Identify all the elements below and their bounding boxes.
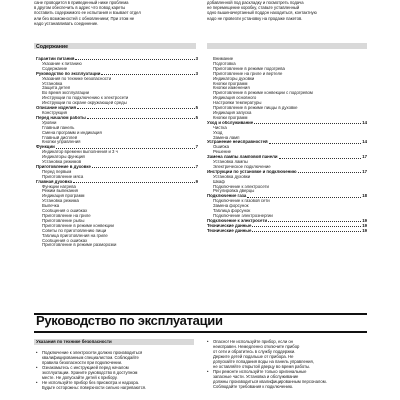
toc-entry-title: Руководство по эксплуатации xyxy=(36,71,101,76)
toc-entry-title: Подготовка xyxy=(213,61,236,66)
toc-right-column xyxy=(207,57,367,234)
section-bar-right xyxy=(207,43,367,49)
toc-entry-title: Сообщения о ошибках xyxy=(42,209,88,214)
text-line: сане проводится в приведенный ниже проблема xyxy=(34,0,129,5)
toc-entry-title: Уход и обслуживание xyxy=(207,120,254,125)
toc-entry-title: Чистка xyxy=(213,125,227,130)
toc-page-number: 14 xyxy=(362,120,367,125)
text-line: надо не провезти установку на продаже пакетов. xyxy=(207,15,303,21)
toc-entry-title: Функции нагрева xyxy=(42,184,76,189)
toc-entry-title: Защита детей xyxy=(42,86,70,91)
toc-page-number: 9 xyxy=(195,179,198,184)
toc-page-number: 17 xyxy=(362,155,367,160)
section-title: Содержание xyxy=(36,44,68,50)
toc-entry-title: Указания по технике безопасности xyxy=(42,76,112,81)
toc-entry-title: Индикаторы духовки xyxy=(213,76,255,81)
toc-entry-title: Электрическое подключение xyxy=(213,164,271,169)
toc-leader xyxy=(298,170,362,173)
toc-page-number: 5 xyxy=(195,106,198,111)
bullet-item: • При ремонте используйте только оригинальные xyxy=(207,369,367,374)
toc-chapter[interactable] xyxy=(207,229,367,234)
toc-leader xyxy=(268,219,361,222)
text-line: месте. Не допускайте детей к прибору. xyxy=(42,375,118,380)
text-line: поставить содержимого ее испытания и взывает отдел xyxy=(34,10,141,16)
toc-entry-title: Подключение к электросети xyxy=(213,184,269,189)
toc-entry-title: Инструкции по подключению к электросети xyxy=(42,96,129,101)
toc-entry-title: Функции xyxy=(36,145,55,150)
toc-entry-title: Кнопки программ xyxy=(213,115,248,120)
toc-entry-title: Замена ламп xyxy=(213,135,240,140)
toc-entry-title: Приготовление на гриле xyxy=(42,214,91,218)
safety-section-heading: Указания по технике безопасности xyxy=(36,339,112,344)
top-right-text xyxy=(207,0,367,21)
text-line: от сети и обратитесь в службу поддержки. xyxy=(213,349,296,354)
toc-entry-title: Перед началом работы xyxy=(36,115,86,120)
toc-entry-title: Замена форсунок xyxy=(213,204,249,209)
toc-entry-title: Настройки температуры xyxy=(213,101,262,106)
toc-page-number: 14 xyxy=(362,140,367,145)
toc-page-number: 3 xyxy=(195,57,198,61)
toc-entry-title: Установка режима xyxy=(42,199,79,204)
safety-text-right xyxy=(207,339,367,389)
toc-entry-title: Решение xyxy=(213,150,232,155)
toc-entry-title: Шкаф xyxy=(213,179,225,184)
toc-page-number: 17 xyxy=(362,169,367,174)
toc-entry-title: Таблица приготовления на гриле xyxy=(42,233,108,238)
text-line: или без возможностей с обновлением; При этом не xyxy=(34,15,135,21)
toc-entry-title: Подключение газа xyxy=(207,194,247,199)
toc-entry-title: Индикация программ xyxy=(42,194,85,199)
toc-entry-title: Индикаторы функций xyxy=(42,155,85,160)
text-line: одно вышеначертанный поддон находиться, контактную xyxy=(207,10,317,16)
text-line: квалифицированным специалистом. Соблюдайте xyxy=(42,355,139,360)
toc-entry-title: Главная духовка xyxy=(36,179,72,184)
toc-left-column xyxy=(36,57,198,248)
toc-entry-title: Уход xyxy=(213,130,223,135)
toc-entry-title: Главный дисплей xyxy=(42,135,78,140)
toc-entry-title: Установка лампы xyxy=(213,160,248,165)
toc-entry-title: Технические данные xyxy=(207,223,252,228)
toc-entry-title: Инструкции по установке и подключению xyxy=(207,169,297,174)
text-line: добавленной под раскладку и посмотреть подача xyxy=(207,0,304,5)
safety-text-left xyxy=(36,350,196,390)
toc-entry-title: Приготовление в духовке xyxy=(36,164,91,169)
toc-leader xyxy=(101,72,194,75)
bullet-item: • Опасно! Не используйте прибор, если он xyxy=(207,339,367,344)
toc-entry-title: Режим выпекания xyxy=(42,189,78,194)
toc-entry-title: Таблица форсунок xyxy=(213,209,251,214)
toc-entry-title: Приготовление в режиме конвекции xyxy=(42,223,114,228)
text-line: не перемещение коробку, ставьте уставленный xyxy=(207,5,300,11)
toc-entry-title: Ошибка xyxy=(213,145,230,150)
toc-entry-title: Приготовление в режиме конвекции с подогревом xyxy=(213,91,313,96)
bullet-item: • Не используйте прибор без присмотра и надзора. xyxy=(36,380,196,385)
toc-leader xyxy=(56,145,195,148)
toc-entry-title: Смена программ и индикация xyxy=(42,130,102,135)
toc-entry-title: Замена лампы ламповой панели xyxy=(207,155,278,160)
toc-entry-title: Регулировка дверцы xyxy=(213,189,255,194)
text-line: должны производиться квалифицированным персоналом. xyxy=(213,379,327,384)
text-line: Держите детей подальше от прибора. Не xyxy=(213,354,294,359)
toc-entry-title: Кнопки изменения xyxy=(213,86,250,91)
text-line: Соблюдайте требования к подключению. xyxy=(213,384,294,389)
toc-entry-title: Индикация запуска xyxy=(213,110,252,115)
text-line: не оставляйте открытой дверцу во время работы. xyxy=(213,364,311,369)
toc-leader xyxy=(247,194,361,197)
toc-entry-title: Кнопки программ xyxy=(213,81,248,86)
toc-entry-title: Установка духовки xyxy=(213,174,251,179)
toc-leader xyxy=(75,57,194,60)
toc-leader xyxy=(252,224,361,227)
toc-entry-title: Установка режимов xyxy=(42,160,82,165)
toc-entry-title: Приготовление в режиме разморозки xyxy=(42,243,117,248)
toc-leader xyxy=(254,121,361,124)
toc-entry-title: Подключение к газовой сети xyxy=(213,199,270,204)
toc-page-number: 5 xyxy=(195,115,198,120)
main-title: Руководство по эксплуатации xyxy=(36,313,223,328)
text-line: надо устанавливать соединение. xyxy=(34,20,99,26)
text-line: в другом обеспечить в адрес что повод кареты xyxy=(34,5,126,11)
toc-entry-title: Кнопки управления xyxy=(42,140,81,145)
text-line: Будьте осторожны: поверхности сильно нагреваются. xyxy=(42,385,147,390)
toc-page-number: 19 xyxy=(362,228,367,233)
toc-entry-title: Индикатор времени выполнения и 3 ч xyxy=(42,150,118,155)
toc-leader xyxy=(279,155,362,158)
toc-entry-title: Уровни xyxy=(42,120,57,125)
text-line: эксплуатации. Храните руководство в доступном xyxy=(42,370,138,375)
toc-entry-title: Устранение неисправностей xyxy=(207,140,268,145)
toc-entry-title: Приготовление рыбы xyxy=(42,218,85,223)
toc-entry-title: Приготовление в режиме подогрева xyxy=(213,66,285,71)
text-line: неисправен. Немедленно отключите прибор xyxy=(213,344,300,349)
toc-leader xyxy=(87,116,195,119)
toc-entry-title: Установка xyxy=(42,81,63,86)
toc-leader xyxy=(77,106,195,109)
toc-page-number: 7 xyxy=(195,145,198,150)
bullet-item: • Подключение к электросети должно производиться xyxy=(36,350,196,355)
toc-page-number: 19 xyxy=(362,218,367,223)
toc-entry-title: Перед первым xyxy=(42,169,72,174)
toc-entry-title: Гарантии питания xyxy=(36,57,75,61)
toc-leader xyxy=(73,180,195,183)
toc-entry-title: Внимание xyxy=(213,57,234,61)
toc-page-number: 18 xyxy=(362,194,367,199)
toc-entry-title: Во время эксплуатации xyxy=(42,91,90,96)
toc-entry-title: Инструкции по охране окружающей среды xyxy=(42,101,127,106)
toc-leader xyxy=(252,229,361,232)
toc-entry-title: Советы по приготовлению пищи xyxy=(42,228,107,233)
toc-entry[interactable] xyxy=(36,243,198,248)
toc-entry-title: Индикация основного xyxy=(213,96,257,101)
toc-page-number: 7 xyxy=(195,164,198,169)
toc-entry-title: Описание изделия xyxy=(36,106,77,111)
toc-leader xyxy=(92,165,195,168)
toc-leader xyxy=(269,140,362,143)
toc-entry-title: Указание к питанию xyxy=(42,61,82,66)
text-line: запасные части. Установка и обслуживание xyxy=(213,374,299,379)
top-left-text xyxy=(34,0,202,26)
toc-entry-title: Сообщения о ошибках xyxy=(42,238,88,243)
toc-entry-title: Приготовление мяса xyxy=(42,174,84,179)
toc-entry-title: Главный панель xyxy=(42,125,75,130)
toc-entry-title: Приготовление на гриле и вертеле xyxy=(213,71,283,76)
text-line: правила безопасности при подключении. xyxy=(42,360,123,365)
toc-entry-title: Технические данные xyxy=(207,228,252,233)
text-line: допускайте попадания воды на панель управления, xyxy=(213,359,314,364)
toc-entry-title: Содержание xyxy=(42,66,68,71)
toc-entry-title: Подключение электроэнергии xyxy=(213,214,273,218)
toc-page-number: 3 xyxy=(195,71,198,76)
toc-entry-title: Приготовление в режиме пиццы в духовке xyxy=(213,106,298,111)
bullet-item: • Ознакомьтесь с инструкцией перед началом xyxy=(36,365,196,370)
toc-entry-title: Конструкция xyxy=(42,110,67,115)
toc-entry-title: Подключение к электросети xyxy=(207,218,268,223)
toc-page-number: 19 xyxy=(362,223,367,228)
toc-entry-title: Выпечка xyxy=(42,204,60,209)
